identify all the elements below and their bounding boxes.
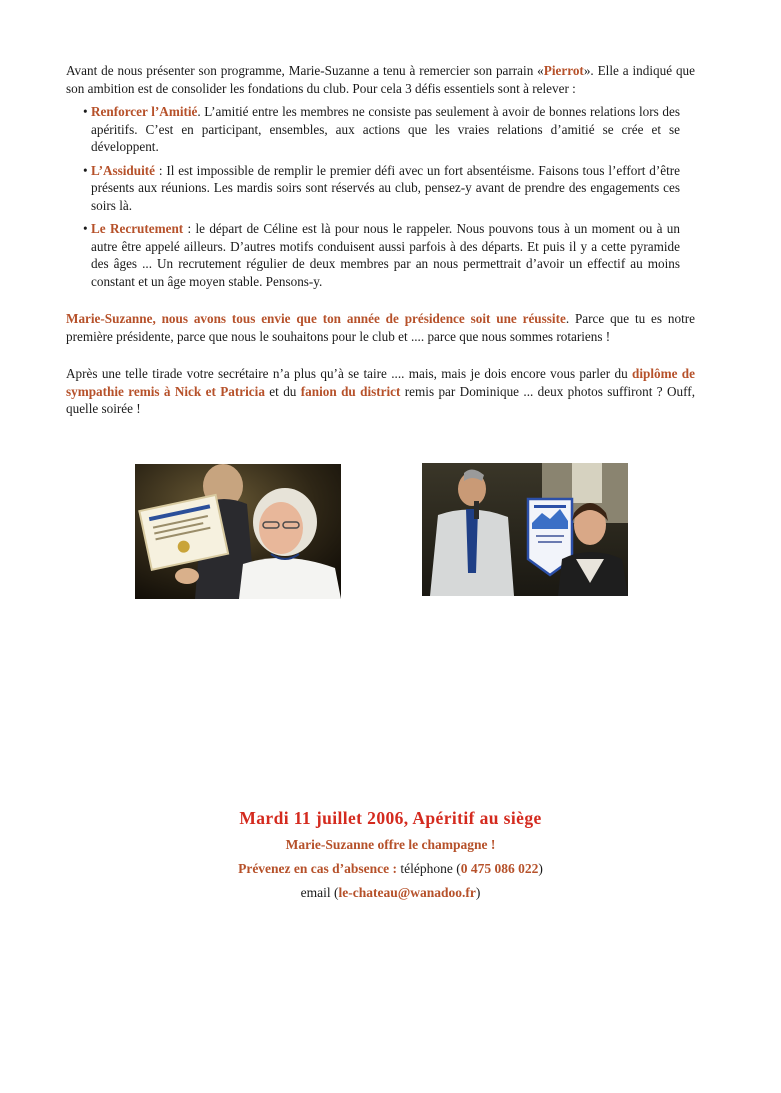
conclusion-paragraph xyxy=(66,365,695,418)
telephone-label: téléphone ( xyxy=(397,861,461,876)
defis-list xyxy=(80,103,680,296)
defi-text: : Il est impossible de remplir le premier défi avec un fort absentéisme. Faisons tous l’effort d’être présents aux réunions. Les mardis soirs sont réservés au club, pensez-y avant de prendre des engagements ces soirs là. xyxy=(91,162,680,213)
intro-text-2: ». Elle a indiqué que son ambition est de consolider les fondations du club. Pour cela 3 défis essentiels sont à relever : xyxy=(66,63,695,96)
conclusion-text-1: Après une telle tirade votre secrétaire n’a plus qu’à se taire .... mais, mais je dois encore vous parler du xyxy=(66,366,633,381)
email-close: ) xyxy=(475,885,481,900)
conclusion-text-2: et du xyxy=(264,383,301,399)
intro-text-1: Avant de nous présenter son programme, Marie-Suzanne a tenu à remercier son parrain « xyxy=(66,63,544,78)
defi-text: . L’amitié entre les membres ne consiste pas seulement à avoir de bonnes relations lors des apéritifs. C’est en participant, ensembles, aux actions que les vraies relations d’amitié se crée et se développent. xyxy=(91,104,680,154)
email-label: email ( xyxy=(300,885,339,900)
email-link[interactable]: le-chateau@wanadoo.fr xyxy=(338,885,476,900)
conclusion-text-3: remis par Dominique ... deux photos suffiront ? Ouff, quelle soirée ! xyxy=(66,383,695,416)
annonce-titre: Mardi 11 juillet 2006, Apéritif au siège xyxy=(239,808,542,828)
defi-text: : le départ de Céline est là pour nous le rappeler. Nous pouvons tous à un moment ou à un autre être appelé ailleurs. D’autres motifs conduisent aussi parfois à des départs. Et puis il y a cette pyramide des âges ... Un recrutement régulier de deux membres par an nous permettrait d’avoir un effectif au moins constant et un âge moyen stable. Pensons-y. xyxy=(91,221,680,289)
voeux-highlight: Marie-Suzanne, nous avons tous envie que ton année de présidence soit une réussite xyxy=(66,311,566,326)
voeux-paragraph xyxy=(66,310,695,345)
defi-title: Le Recrutement xyxy=(91,221,184,236)
defi-title: Renforcer l’Amitié xyxy=(91,104,198,119)
annonce-absence xyxy=(0,861,781,877)
photo-diplome-image xyxy=(135,464,341,599)
defi-assiduite: • L’Assiduité : Il est impossible de remplir le premier défi avec un fort absentéisme. Faisons tous l’effort d’être présents aux réunions. Les mardis soirs sont réservés au club, pensez-y avant de prendre des engagements ces soirs là. xyxy=(83,162,680,213)
voeux-text: . Parce que tu es notre première présidente, parce que nous le souhaitons pour le club et .... parce que nous sommes rotariens ! xyxy=(66,311,695,344)
photo-fanion-image xyxy=(422,463,628,596)
defi-amitie: • Renforcer l’Amitié. L’amitié entre les membres ne consiste pas seulement à avoir de bonnes relations lors des apéritifs. C’est en participant, ensembles, aux actions que les vraies relations d’amitié se crée et se développent. xyxy=(83,104,680,154)
photo-fanion xyxy=(422,463,628,596)
parrain-name: Pierrot xyxy=(543,63,584,78)
telephone-number: 0 475 086 022 xyxy=(460,861,539,876)
annonce-champagne: Marie-Suzanne offre le champagne ! xyxy=(285,837,496,852)
absence-label: Prévenez en cas d’absence : xyxy=(238,861,398,876)
defi-recrutement: • Le Recrutement : le départ de Céline est là pour nous le rappeler. Nous pouvons tous à un moment ou à un autre être appelé ailleurs. D’autres motifs conduisent aussi parfois à des départs. Et puis il y a cette pyramide des âges ... Un recrutement régulier de deux membres par an nous permettrait d’avoir un effectif au moins constant et un âge moyen stable. Pensons-y. xyxy=(83,221,680,289)
fanion-highlight: fanion du district xyxy=(300,383,401,399)
diplome-highlight: diplôme de sympathie remis à Nick et Patricia xyxy=(66,366,695,399)
annonce-email xyxy=(0,885,781,901)
telephone-close: ) xyxy=(538,861,543,876)
photo-diplome xyxy=(135,464,341,599)
intro-paragraph xyxy=(66,62,695,97)
defi-title: L’Assiduité xyxy=(91,162,156,178)
